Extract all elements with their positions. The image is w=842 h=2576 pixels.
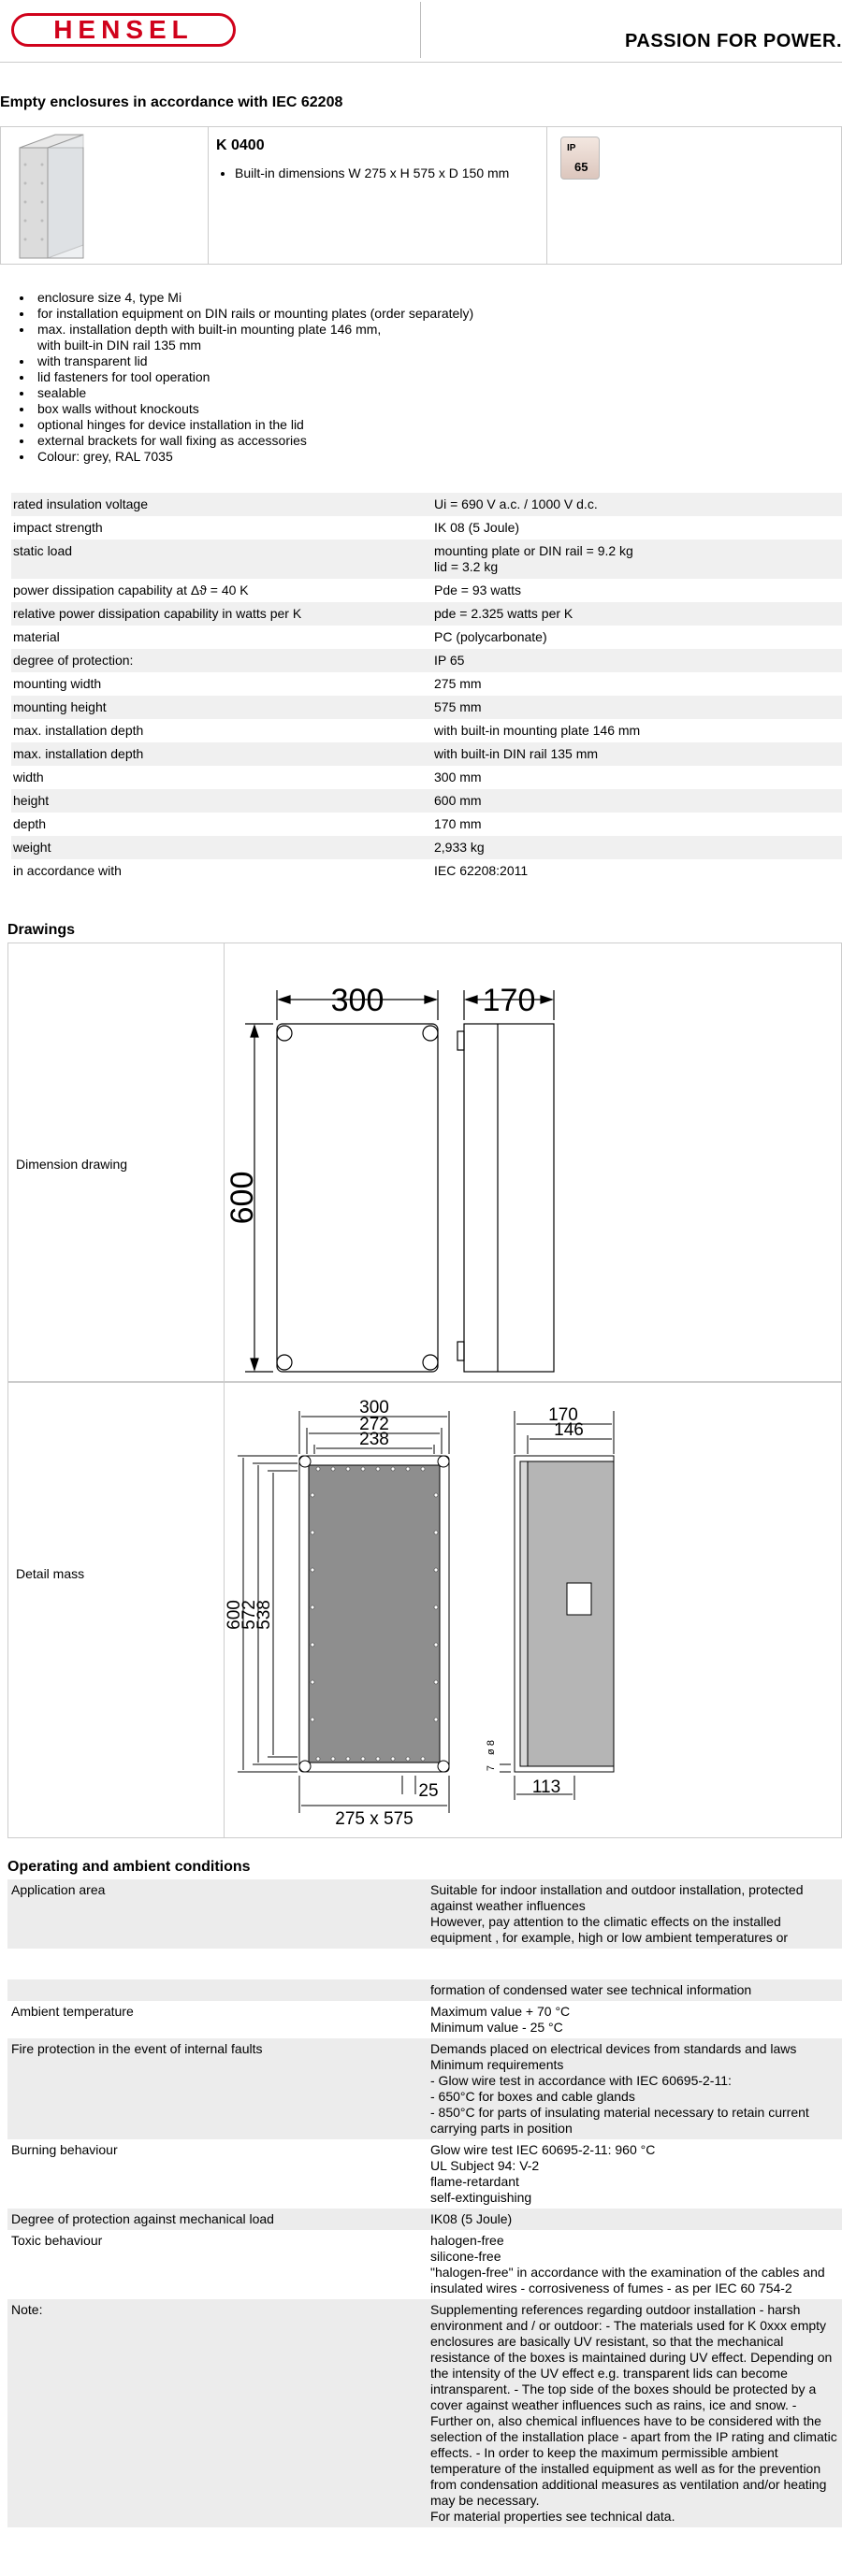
product-image bbox=[1, 127, 209, 264]
operating-value: Glow wire test IEC 60695-2-11: 960 °C UL Subject 94: V-2 flame-retardant self-extinguishing bbox=[430, 2142, 656, 2205]
ip-rating-badge bbox=[560, 137, 600, 180]
spec-key: rated insulation voltage bbox=[11, 493, 432, 516]
operating-key: Toxic behaviour bbox=[11, 2233, 103, 2248]
feature-item: • lid fasteners for tool operation bbox=[34, 369, 689, 385]
spec-key: mounting width bbox=[13, 676, 102, 691]
spec-row bbox=[11, 719, 842, 742]
spec-value: 575 mm bbox=[432, 696, 842, 719]
spec-key: static load bbox=[11, 540, 432, 579]
spec-value: pde = 2.325 watts per K bbox=[432, 602, 842, 626]
ip-label: IP bbox=[567, 143, 576, 153]
spec-value: IEC 62208:2011 bbox=[434, 863, 529, 878]
product-bullets bbox=[235, 165, 534, 181]
operating-key: Fire protection in the event of internal faults bbox=[7, 2038, 427, 2139]
operating-table-2 bbox=[7, 1979, 842, 2527]
detail-d1: 170 bbox=[548, 1405, 578, 1425]
operating-value: halogen-free silicone-free "halogen-free" in accordance with the examination of the cables and insulated wires - corrosiveness of fumes - as per IEC 60 754-2 bbox=[430, 2233, 825, 2295]
spec-table bbox=[11, 493, 842, 883]
operating-value: Demands placed on electrical devices from standards and laws Minimum requirements - Glow wire test in accordance with IEC 60695-2-11: - 650°C for boxes and cable glands - 850°C for parts of insulating material necessary to retain current carrying parts in position bbox=[427, 2038, 842, 2139]
detail-mass-cell bbox=[224, 1383, 841, 1837]
spec-key: impact strength bbox=[13, 520, 103, 535]
spec-row bbox=[11, 859, 842, 883]
spec-row bbox=[11, 766, 842, 789]
spec-value: with built-in mounting plate 146 mm bbox=[434, 723, 641, 738]
spec-key: relative power dissipation capability in watts per K bbox=[11, 602, 432, 626]
detail-8: ø 8 bbox=[486, 1740, 497, 1755]
spec-row bbox=[11, 696, 842, 719]
logo-text: HENSEL bbox=[53, 15, 194, 44]
spec-key: material bbox=[13, 629, 60, 644]
spec-value: 300 mm bbox=[434, 770, 482, 784]
spec-value: with built-in DIN rail 135 mm bbox=[432, 742, 842, 766]
operating-value: Suitable for indoor installation and outdoor installation, protected against weather influences However, pay attention to the climatic effects on the installed equipment , for example, high or low ambient temperatures or bbox=[427, 1879, 842, 1949]
header-divider bbox=[0, 62, 842, 63]
operating-row bbox=[7, 2209, 842, 2230]
operating-title: Operating and ambient conditions bbox=[7, 1859, 251, 1875]
operating-key: Burning behaviour bbox=[11, 2142, 118, 2157]
feature-item: • for installation equipment on DIN rails or mounting plates (order separately) bbox=[34, 306, 689, 322]
spec-row bbox=[11, 602, 842, 626]
spec-value: mounting plate or DIN rail = 9.2 kg lid = 3.2 kg bbox=[432, 540, 842, 579]
spec-row bbox=[11, 579, 842, 602]
operating-row bbox=[7, 1879, 842, 1949]
dimension-drawing-cell bbox=[224, 943, 841, 1381]
page-header bbox=[0, 0, 842, 61]
operating-row bbox=[7, 2001, 842, 2038]
operating-key: Ambient temperature bbox=[11, 2004, 134, 2019]
detail-mass-label: Detail mass bbox=[16, 1566, 85, 1581]
logo-cell bbox=[2, 2, 421, 58]
operating-row bbox=[7, 2230, 842, 2299]
operating-key: Degree of protection against mechanical load bbox=[7, 2209, 427, 2230]
spec-row bbox=[11, 649, 842, 672]
spec-row bbox=[11, 672, 842, 696]
operating-row bbox=[7, 1979, 842, 2001]
feature-item: • box walls without knockouts bbox=[34, 401, 689, 417]
spec-key: depth bbox=[13, 816, 47, 831]
spec-row bbox=[11, 813, 842, 836]
detail-drawing bbox=[225, 1383, 842, 1839]
spec-row bbox=[11, 836, 842, 859]
detail-h3: 538 bbox=[254, 1600, 274, 1630]
operating-value: Maximum value + 70 °C Minimum value - 25 °C bbox=[430, 2004, 571, 2035]
dim-height-text: 600 bbox=[225, 1171, 260, 1225]
spec-row bbox=[11, 742, 842, 766]
detail-w3: 238 bbox=[359, 1430, 389, 1449]
spec-row bbox=[11, 516, 842, 540]
operating-row bbox=[7, 2139, 842, 2209]
feature-list bbox=[34, 290, 689, 465]
feature-item: • sealable bbox=[34, 385, 689, 401]
detail-h1: 600 bbox=[225, 1600, 244, 1630]
spec-key: height bbox=[11, 789, 432, 813]
spec-value: PC (polycarbonate) bbox=[434, 629, 547, 644]
spec-value: 170 mm bbox=[434, 816, 482, 831]
hensel-logo bbox=[11, 13, 236, 47]
operating-table-1 bbox=[7, 1879, 842, 1949]
feature-item: • external brackets for wall fixing as accessories bbox=[34, 433, 689, 449]
spec-value: 2,933 kg bbox=[432, 836, 842, 859]
dim-width-text: 300 bbox=[330, 983, 385, 1018]
spec-key: weight bbox=[11, 836, 432, 859]
dimension-drawing bbox=[225, 943, 842, 1383]
detail-d2: 146 bbox=[554, 1420, 584, 1440]
feature-item: • optional hinges for device installation in the lid bbox=[34, 417, 689, 433]
spec-row bbox=[11, 540, 842, 579]
operating-row bbox=[7, 2299, 842, 2527]
spec-value: 275 mm bbox=[434, 676, 482, 691]
detail-113: 113 bbox=[531, 1777, 561, 1797]
operating-key: Application area bbox=[7, 1879, 427, 1949]
spec-value: Ui = 690 V a.c. / 1000 V d.c. bbox=[432, 493, 842, 516]
spec-value: 600 mm bbox=[432, 789, 842, 813]
spec-key: max. installation depth bbox=[13, 723, 144, 738]
operating-key: Note: bbox=[7, 2299, 427, 2527]
page-title: Empty enclosures in accordance with IEC 62208 bbox=[0, 94, 343, 110]
spec-row bbox=[11, 789, 842, 813]
spec-key: degree of protection: bbox=[11, 649, 432, 672]
product-code: K 0400 bbox=[216, 137, 265, 153]
spec-value: IP 65 bbox=[432, 649, 842, 672]
spec-row bbox=[11, 493, 842, 516]
detail-w2: 272 bbox=[359, 1415, 389, 1434]
operating-value: formation of condensed water see technical information bbox=[427, 1979, 842, 2001]
spec-value: Pde = 93 watts bbox=[434, 583, 522, 597]
spec-key: max. installation depth bbox=[11, 742, 432, 766]
detail-7: 7 bbox=[486, 1764, 497, 1772]
detail-mass-row bbox=[7, 1382, 842, 1838]
dim-depth-text: 170 bbox=[482, 983, 536, 1018]
slogan: PASSION FOR POWER. bbox=[625, 31, 842, 51]
ip-value: 65 bbox=[574, 160, 588, 174]
dimension-drawing-row bbox=[7, 943, 842, 1382]
feature-item: • enclosure size 4, type Mi bbox=[34, 290, 689, 306]
spec-key: width bbox=[13, 770, 44, 784]
operating-value: Supplementing references regarding outdoor installation - harsh environment and / or outdoor: - The materials used for K 0xxx empty enclosures are basically UV resistant, so that the mechanical resistance of the boxes is maintained during UV effect. Depending on the intensity of the UV effect e.g. transparent lids can become intransparent. - The top side of the boxes should be protected by a cover against weather influences such as rains, ice and snow. - Further on, also chemical influences have to be considered with the selection of the installation place - apart from the IP rating and climatic effects. - In order to keep the maximum permissible ambient temperature of the installed equipment as well as for the prevention from condensation additional measures as ventilation and/or heating may be necessary. For material properties see technical data. bbox=[427, 2299, 842, 2527]
spec-key: mounting height bbox=[11, 696, 432, 719]
drawings-title: Drawings bbox=[7, 922, 76, 938]
ip-cell bbox=[547, 127, 841, 264]
detail-25: 25 bbox=[418, 1781, 439, 1801]
operating-key bbox=[7, 1979, 427, 2001]
operating-row bbox=[7, 2038, 842, 2139]
spec-row bbox=[11, 626, 842, 649]
product-info bbox=[209, 127, 547, 264]
feature-item: • Colour: grey, RAL 7035 bbox=[34, 449, 689, 465]
detail-h2: 572 bbox=[240, 1600, 259, 1630]
operating-value: IK08 (5 Joule) bbox=[427, 2209, 842, 2230]
feature-item: • with transparent lid bbox=[34, 353, 689, 369]
detail-275: 275 x 575 bbox=[335, 1809, 414, 1829]
detail-w1: 300 bbox=[359, 1398, 389, 1418]
dimension-drawing-label: Dimension drawing bbox=[16, 1157, 128, 1172]
feature-item: • max. installation depth with built-in mounting plate 146 mm, with built-in DIN rail 135 mm bbox=[34, 322, 689, 353]
spec-key: in accordance with bbox=[13, 863, 122, 878]
product-row bbox=[0, 126, 842, 265]
spec-key: power dissipation capability at Δϑ = 40 K bbox=[13, 583, 249, 597]
spec-value: IK 08 (5 Joule) bbox=[434, 520, 520, 535]
product-dimensions: • Built-in dimensions W 275 x H 575 x D 150 mm bbox=[235, 165, 534, 181]
